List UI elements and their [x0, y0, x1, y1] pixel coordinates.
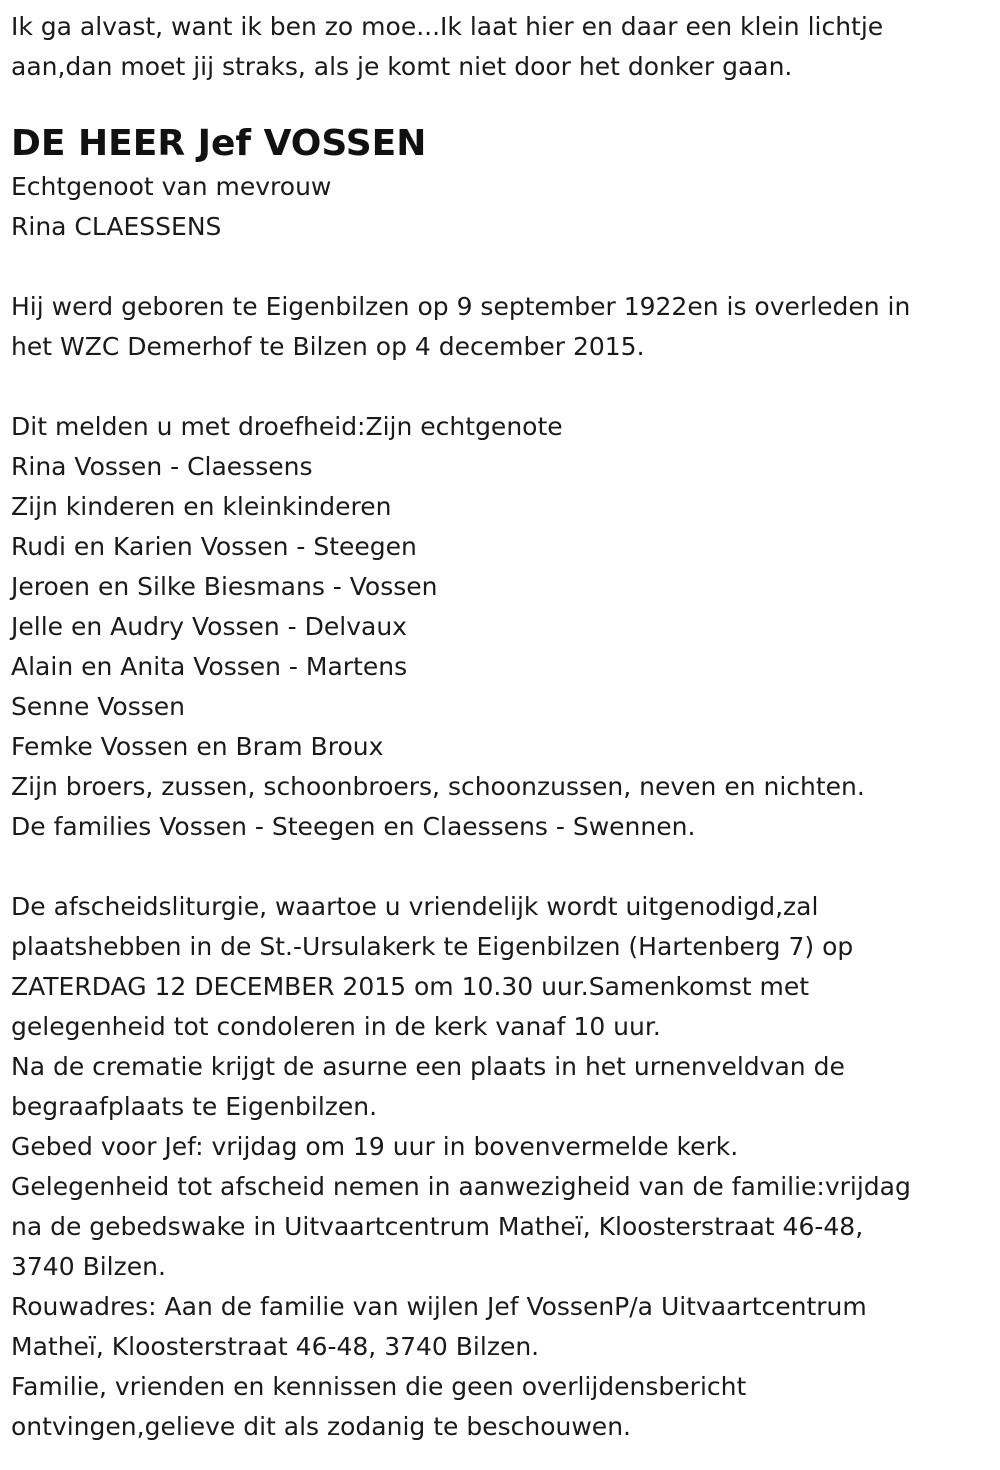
family-line: Zijn kinderen en kleinkinderen [11, 492, 392, 521]
ceremony-line: gelegenheid tot condoleren in de kerk vanaf 10 uur. [11, 1012, 661, 1041]
ceremony-line: Gebed voor Jef: vrijdag om 19 uur in bovenvermelde kerk. [11, 1132, 739, 1161]
spacer [11, 847, 1000, 887]
ceremony-line: plaatshebben in de St.-Ursulakerk te Eigenbilzen (Hartenberg 7) op [11, 932, 854, 961]
ceremony-line: begraafplaats te Eigenbilzen. [11, 1092, 378, 1121]
spouse-line: Echtgenoot van mevrouw [11, 172, 332, 201]
family-line: Dit melden u met droefheid:Zijn echtgenote [11, 412, 563, 441]
family-line: Alain en Anita Vossen - Martens [11, 652, 408, 681]
family-line: Rudi en Karien Vossen - Steegen [11, 532, 417, 561]
quote-block [11, 7, 1000, 87]
ceremony-line: 3740 Bilzen. [11, 1252, 166, 1281]
ceremony-line: Familie, vrienden en kennissen die geen overlijdensbericht [11, 1372, 747, 1401]
birth-death-line: Hij werd geboren te Eigenbilzen op 9 september 1922en is overleden in [11, 292, 911, 321]
ceremony-line: De afscheidsliturgie, waartoe u vriendelijk wordt uitgenodigd,zal [11, 892, 819, 921]
quote-line: Ik ga alvast, want ik ben zo moe...Ik laat hier en daar een klein lichtje [11, 12, 884, 41]
spacer [11, 367, 1000, 407]
family-line: Jeroen en Silke Biesmans - Vossen [11, 572, 438, 601]
family-line: Jelle en Audry Vossen - Delvaux [11, 612, 407, 641]
family-line: Femke Vossen en Bram Broux [11, 732, 384, 761]
family-line: Rina Vossen - Claessens [11, 452, 313, 481]
ceremony-block [11, 887, 1000, 1447]
spacer [11, 247, 1000, 287]
ceremony-line: Na de crematie krijgt de asurne een plaats in het urnenveldvan de [11, 1052, 845, 1081]
family-block [11, 407, 1000, 847]
birth-death-block [11, 287, 1000, 367]
spouse-block [11, 167, 1000, 247]
birth-death-line: het WZC Demerhof te Bilzen op 4 december 2015. [11, 332, 645, 361]
quote-line: aan,dan moet jij straks, als je komt niet door het donker gaan. [11, 52, 793, 81]
name-heading: DE HEER Jef VOSSEN [11, 123, 427, 164]
ceremony-line: Gelegenheid tot afscheid nemen in aanwezigheid van de familie:vrijdag [11, 1172, 911, 1201]
ceremony-line: Rouwadres: Aan de familie van wijlen Jef VossenP/a Uitvaartcentrum [11, 1292, 867, 1321]
spouse-line: Rina CLAESSENS [11, 212, 222, 241]
family-line: Zijn broers, zussen, schoonbroers, schoonzussen, neven en nichten. [11, 772, 865, 801]
ceremony-line: ZATERDAG 12 DECEMBER 2015 om 10.30 uur.Samenkomst met [11, 972, 810, 1001]
ceremony-line: ontvingen,gelieve dit als zodanig te beschouwen. [11, 1412, 631, 1441]
ceremony-line: Matheï, Kloosterstraat 46-48, 3740 Bilzen. [11, 1332, 540, 1361]
family-line: Senne Vossen [11, 692, 185, 721]
family-line: De families Vossen - Steegen en Claessens - Swennen. [11, 812, 696, 841]
ceremony-line: na de gebedswake in Uitvaartcentrum Matheï, Kloosterstraat 46-48, [11, 1212, 864, 1241]
